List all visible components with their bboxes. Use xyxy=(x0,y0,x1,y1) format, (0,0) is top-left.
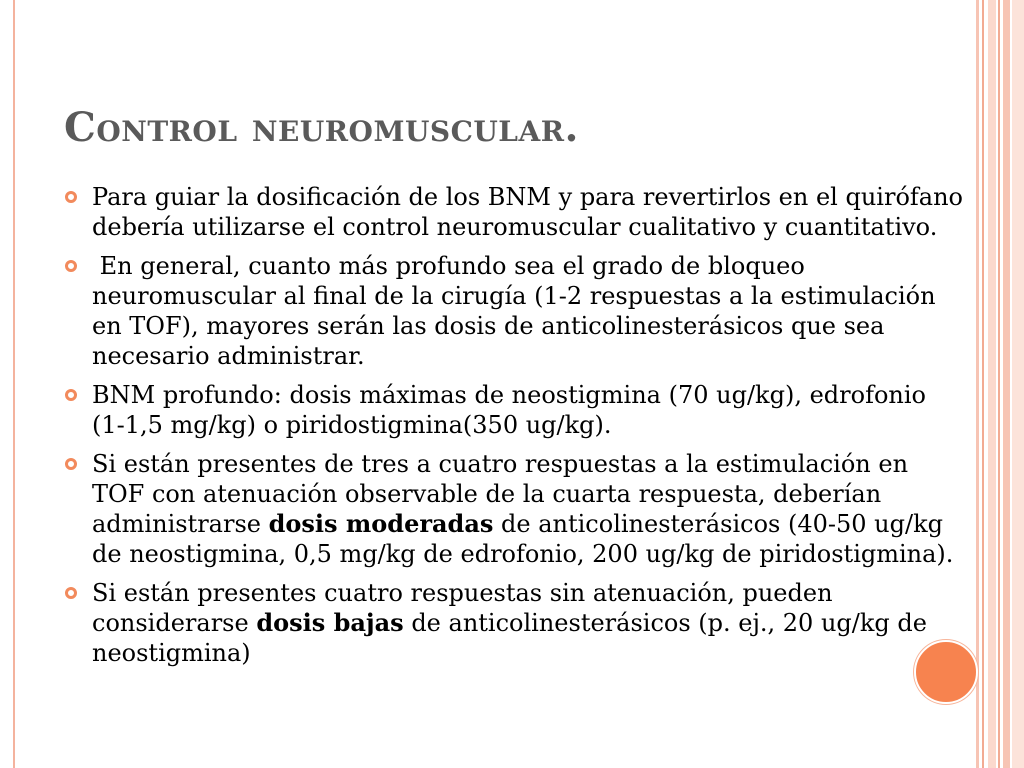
bullet-text: BNM profundo: dosis máximas de neostigmina (70 ug/kg), edrofonio (1-1,5 mg/kg) o piridostigmina(350 ug/kg). xyxy=(92,381,926,439)
list-item xyxy=(64,251,964,371)
bullet-text: En general, cuanto más profundo sea el grado de bloqueo neuromuscular al final de la cirugía (1-2 respuestas a la estimulación en TOF), mayores serán las dosis de anticolinesterásicos que sea necesario administrar. xyxy=(92,252,944,370)
stripe xyxy=(998,0,1000,768)
bullet-list xyxy=(64,182,964,677)
list-item xyxy=(64,182,964,242)
ring-bullet-icon xyxy=(64,586,78,600)
stripe xyxy=(1003,0,1010,768)
ring-bullet-icon xyxy=(64,388,78,402)
stripe xyxy=(1012,0,1024,768)
list-item xyxy=(64,380,964,440)
list-item xyxy=(64,449,964,569)
stripe xyxy=(976,0,979,768)
ring-bullet-icon xyxy=(64,190,78,204)
list-item xyxy=(64,578,964,668)
bullet-text-after: de anticolinesterásicos (40-50 ug/kg de neostigmina, 0,5 mg/kg de edrofonio, 200 ug/kg de piridostigmina). xyxy=(92,510,954,568)
bullet-text: Para guiar la dosificación de los BNM y para revertirlos en el quirófano debería utilizarse el control neuromuscular cualitativo y cuantitativo. xyxy=(92,183,963,241)
left-accent-line xyxy=(13,0,15,768)
bullet-text-before: Si están presentes de tres a cuatro respuestas a la estimulación en TOF con atenuación observable de la cuarta respuesta, deberían administrarse xyxy=(92,450,916,538)
ring-bullet-icon xyxy=(64,457,78,471)
stripe xyxy=(982,0,984,768)
ring-bullet-icon xyxy=(64,259,78,273)
stripe xyxy=(988,0,996,768)
bullet-bold-text: dosis moderadas xyxy=(268,509,494,538)
slide-title: Control neuromuscular. xyxy=(64,104,579,151)
bullet-bold-text: dosis bajas xyxy=(256,608,404,637)
bullet-text-after: de anticolinesterásicos (p. ej., 20 ug/kg de neostigmina) xyxy=(92,609,935,667)
right-decorative-stripes xyxy=(976,0,1024,768)
bullet-text-before: Si están presentes cuatro respuestas sin atenuación, pueden considerarse xyxy=(92,579,841,637)
